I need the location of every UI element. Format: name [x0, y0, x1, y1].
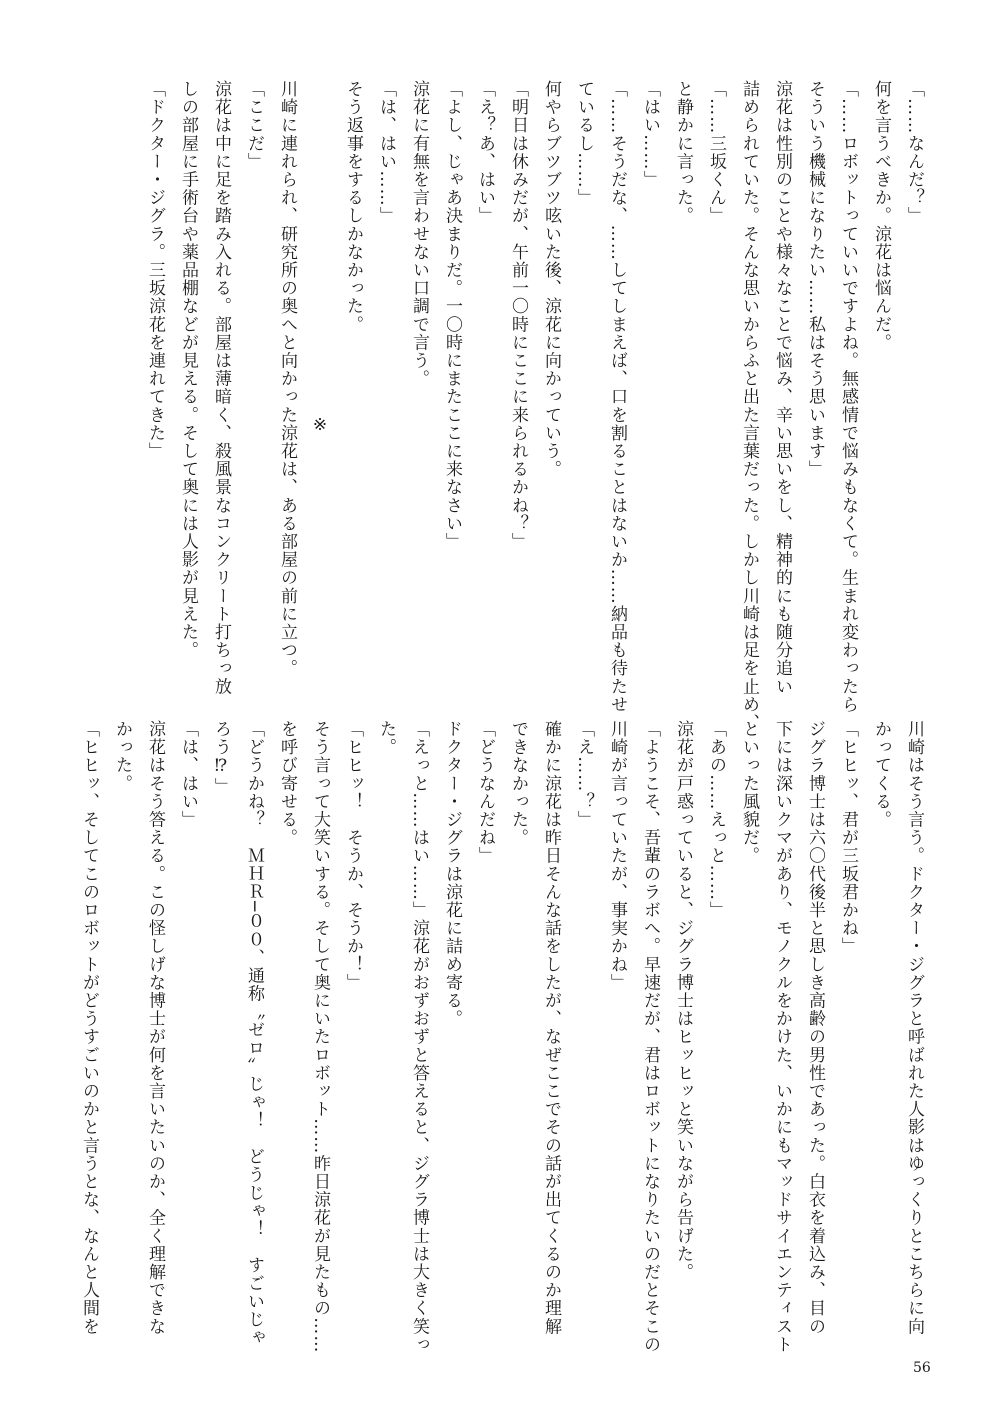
text-column: 「……三坂くん」: [706, 80, 726, 225]
text-column: といった風貌だ。: [739, 720, 759, 865]
text-column: 「よし、じゃあ決まりだ。一〇時にまたここに来なさい」: [442, 80, 462, 551]
page-number: 56: [913, 1360, 931, 1376]
text-column: 「……なんだ？」: [904, 80, 924, 225]
text-column: 「どうなんだね」: [475, 720, 495, 865]
text-column: 何やらブツブツ呟いた後、涼花に向かっていう。: [541, 80, 561, 479]
text-column: 涼花に有無を言わせない口調で言う。: [409, 80, 429, 388]
text-column: 「ドクター・ジグラ。三坂涼花を連れてきた」: [145, 80, 165, 461]
text-column: そういう機械になりたい……私はそう思います」: [805, 80, 825, 479]
text-column: 「……ロボットっていいですよね。無感情で悩みもなくて。生まれ変わったら: [838, 80, 858, 714]
text-column: 確かに涼花は昨日そんな話をしたが、なぜここでその話が出てくるのか理解: [541, 720, 561, 1336]
text-column: 「……そうだな、……してしまえば、口を割ることはないか……納品も待たせ: [607, 80, 627, 714]
text-column: 川崎はそう言う。ドクター・ジグラと呼ばれた人影はゆっくりとこちらに向: [904, 720, 924, 1336]
text-column: を呼び寄せる。: [277, 720, 297, 847]
text-column: 川崎が言っていたが、事実かね」: [607, 720, 627, 992]
text-column: 「えっと……はい……」涼花がおずおずと答えると、ジグラ博士は大きく笑っ: [409, 720, 429, 1354]
text-column: かってくる。: [871, 720, 891, 829]
text-column: 「ヒヒッ、君が三坂君かね」: [838, 720, 858, 956]
text-column: 涼花はそう答える。この怪しげな博士が何を言いたいのか、全く理解できな: [145, 720, 165, 1336]
text-column: 「え……？」: [574, 720, 594, 829]
text-column: ドクター・ジグラは涼花に詰め寄る。: [442, 720, 462, 1028]
text-column: 「は、はい」: [178, 720, 198, 829]
scene-break-mark: ※: [310, 414, 330, 436]
text-column: 下には深いクマがあり、モノクルをかけた、いかにもマッドサイエンティスト: [772, 720, 792, 1354]
text-column: できなかった。: [508, 720, 528, 847]
text-column: 涼花は中に足を踏み入れる。部屋は薄暗く、殺風景なコンクリート打ちっ放: [211, 80, 231, 696]
text-column: そう言って大笑いする。そして奥にいたロボット……昨日涼花が見たもの……: [310, 720, 330, 1354]
text-column: 「はい……」: [640, 80, 660, 189]
text-column: 何を言うべきか。涼花は悩んだ。: [871, 80, 891, 352]
text-column: 涼花は性別のことや様々なことで悩み、辛い思いをし、精神的にも随分追い: [772, 80, 792, 696]
text-column: 「ようこそ、吾輩のラボへ。早速だが、君はロボットになりたいのだとそこの: [640, 720, 660, 1354]
text-column: と静かに言った。: [673, 80, 693, 225]
upper-text-block: [70, 80, 930, 732]
text-column: 詰められていた。そんな思いからふと出た言葉だった。しかし川崎は足を止め、: [739, 80, 759, 732]
text-column: 「あの……えっと……」: [706, 720, 726, 920]
text-column: 「ここだ」: [244, 80, 264, 171]
text-column: 「ヒヒッ！ そうか、そうか！」: [343, 720, 363, 992]
text-column: かった。: [112, 720, 132, 793]
text-column: 「どうかね？ ＭＨＲ─００、通称〝ゼロ〟じゃ！ どうじゃ！ すごいじゃ: [244, 720, 264, 1347]
text-column: ろう⁉」: [211, 720, 231, 796]
text-column: 「ヒヒッ、そしてこのロボットがどうすごいのかと言うとな、なんと人間を: [79, 720, 99, 1336]
text-column: ジグラ博士は六〇代後半と思しき高齢の男性であった。白衣を着込み、目の: [805, 720, 825, 1336]
text-column: 「え？あ、はい」: [475, 80, 495, 225]
text-column: しの部屋に手術台や薬品棚などが見える。そして奥には人影が見えた。: [178, 80, 198, 660]
text-column: 涼花が戸惑っていると、ジグラ博士はヒッヒッと笑いながら告げた。: [673, 720, 693, 1282]
text-column: 「明日は休みだが、午前一〇時にここに来られるかね？」: [508, 80, 528, 551]
lower-text-block: [70, 720, 930, 1354]
text-column: ているし……」: [574, 80, 594, 207]
text-column: そう返事をするしかなかった。: [343, 80, 363, 334]
text-column: 川崎に連れられ、研究所の奥へと向かった涼花は、ある部屋の前に立つ。: [277, 80, 297, 678]
text-column: 「は、はい……」: [376, 80, 396, 225]
text-column: た。: [376, 720, 396, 757]
